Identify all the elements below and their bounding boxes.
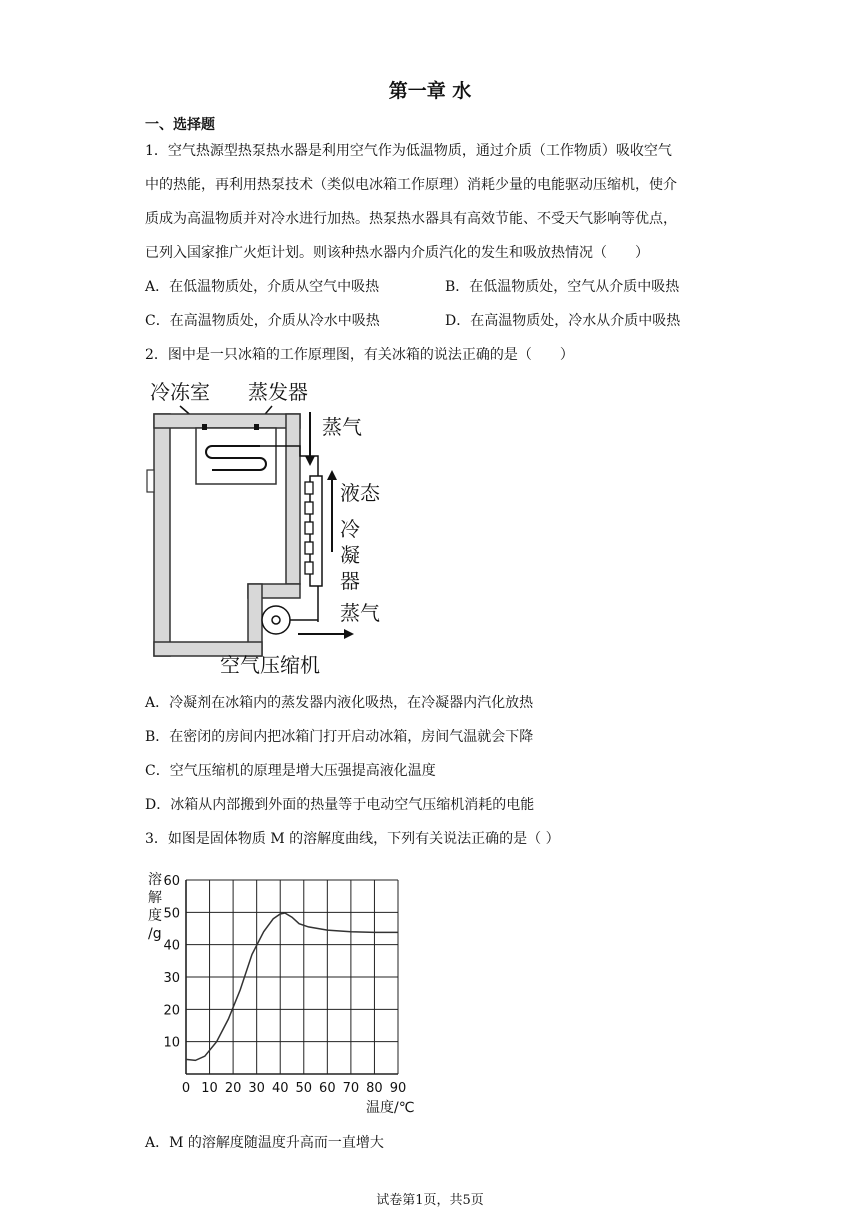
page-title: 第一章 水: [388, 80, 472, 102]
x-tick-label: 90: [389, 1081, 407, 1096]
question-2-option-c: C．空气压缩机的原理是增大压强提高液化温度: [145, 763, 436, 779]
y-axis-label-4: /g: [148, 926, 162, 942]
x-tick-label: 10: [201, 1081, 218, 1096]
question-1-line: 1．空气热源型热泵热水器是利用空气作为低温物质，通过介质（工作物质）吸收空气: [145, 143, 672, 159]
section-heading: 一、选择题: [145, 117, 215, 133]
x-tick-label: 40: [271, 1081, 289, 1096]
refrigerator-diagram: [140, 372, 400, 682]
x-tick-label: 50: [295, 1081, 313, 1096]
question-1-option-a: A．在低温物质处，介质从空气中吸热: [145, 279, 380, 295]
question-3-stem: 3．如图是固体物质 M 的溶解度曲线，下列有关说法正确的是（ ）: [145, 831, 560, 847]
question-1-stem: [145, 134, 715, 270]
question-2-option-b: B．在密闭的房间内把冰箱门打开启动冰箱，房间气温就会下降: [145, 729, 534, 745]
x-tick-label: 60: [319, 1081, 336, 1096]
y-tick-label: 60: [163, 874, 180, 889]
question-1-line: 已列入国家推广火炬计划。则该种热水器内介质汽化的发生和吸放热情况（ ）: [145, 245, 649, 261]
question-3-option-a: A．M 的溶解度随温度升高而一直增大: [145, 1135, 384, 1151]
liquid-label: 液态: [340, 481, 380, 505]
question-1-line: 中的热能，再利用热泵技术（类似电冰箱工作原理）消耗少量的电能驱动压缩机，使介: [145, 177, 677, 193]
x-axis-label: 温度/℃: [366, 1100, 415, 1116]
condenser-label-3: 器: [340, 569, 360, 593]
solubility-curve: [186, 913, 398, 1060]
x-tick-label: 0: [181, 1081, 191, 1096]
x-tick-label: 70: [342, 1081, 360, 1096]
question-2-option-a: A．冷凝剂在冰箱内的蒸发器内液化吸热，在冷凝器内汽化放热: [145, 695, 534, 711]
y-axis-label-1: 溶: [148, 872, 162, 888]
solubility-chart: [140, 864, 440, 1126]
page-footer: 试卷第1页，共5页: [376, 1193, 484, 1208]
y-axis-label-3: 度: [148, 908, 162, 924]
vapor-top-label: 蒸气: [322, 415, 362, 439]
vapor-bottom-label: 蒸气: [340, 601, 380, 625]
x-tick-label: 20: [224, 1081, 242, 1096]
question-1-line: 质成为高温物质并对冷水进行加热。热泵热水器具有高效节能、不受天气影响等优点，: [145, 211, 677, 227]
question-2-option-d: D．冰箱从内部搬到外面的热量等于电动空气压缩机消耗的电能: [145, 797, 535, 813]
y-tick-label: 40: [163, 938, 180, 954]
condenser-label-2: 凝: [340, 543, 360, 567]
y-tick-label: 10: [163, 1035, 180, 1051]
x-tick-label: 80: [366, 1081, 383, 1096]
y-tick-label: 50: [163, 906, 180, 922]
y-tick-label: 20: [163, 1003, 180, 1019]
question-1-option-c: C．在高温物质处，介质从冷水中吸热: [145, 313, 380, 329]
y-tick-label: 30: [163, 971, 180, 986]
question-1-option-d: D．在高温物质处，冷水从介质中吸热: [445, 313, 681, 329]
x-tick-label: 30: [248, 1081, 265, 1096]
question-1-option-b: B．在低温物质处，空气从介质中吸热: [445, 279, 680, 295]
condenser-label-1: 冷: [340, 517, 360, 541]
compressor-label: 空气压缩机: [220, 653, 320, 677]
y-axis-label-2: 解: [148, 890, 162, 906]
evaporator-label: 蒸发器: [248, 380, 308, 404]
question-2-stem: 2．图中是一只冰箱的工作原理图，有关冰箱的说法正确的是（ ）: [145, 347, 574, 363]
freezer-label: 冷冻室: [150, 380, 210, 404]
